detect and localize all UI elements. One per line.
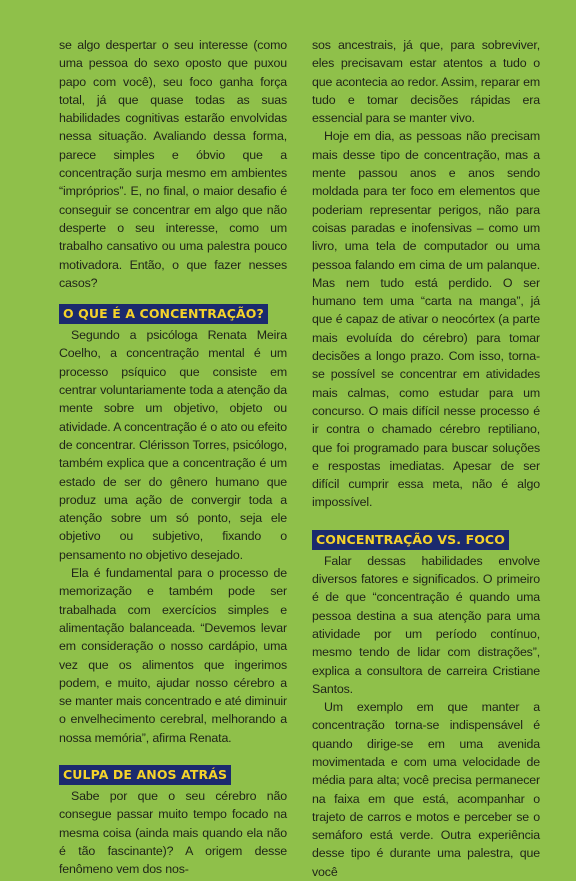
section-heading-culpa-de-anos-atras: CULPA DE ANOS ATRÁS: [59, 765, 231, 785]
section-2-paragraph-1: Sabe por que o seu cérebro não consegue passar muito tempo focado na mesma coisa (ainda mais quando ela não é tão fascinante)? A origem desse fenômeno vem dos nos-: [59, 788, 287, 877]
section-1-paragraph-1: Segundo a psicóloga Renata Meira Coelho, a concentração mental é um processo psíquico que consiste em centrar voluntariamente toda a atenção da mente sobre um objetivo, objeto ou atividade. A concentração é o ato ou efeito de concentrar. Clérisson Torres, psicólogo, também explica que a concentração é um estado de ser do gênero humano que produz uma ação de convergir toda a atenção sobre um só ponto, seja ele objetivo ou subjetivo, fixando o pensamento no objetivo desejado.: [59, 328, 287, 562]
left-column: [59, 36, 287, 878]
continuation-paragraph: sos ancestrais, já que, para sobreviver, eles precisavam estar atentos a tudo o que acontecia ao redor. Assim, reparar em tudo e tomar decisões rápidas era essencial para se manter vivo.: [312, 38, 540, 126]
intro-paragraph: se algo despertar o seu interesse (como uma pessoa do sexo oposto que puxou papo com você), seu foco ganha força total, já que quase todas as suas habilidades cognitivas estarão envolvidas nessa situação. Avaliando dessa forma, parece simples e óbvio que a concentração surja mesmo em ambientes “impróprios”. E, no final, o maior desafio é conseguir se concentrar em algo que não desperte o seu interesse, como um trabalho cansativo ou uma palestra pouco motivadora. Então, o que fazer nesses casos?: [59, 38, 287, 290]
section-heading-o-que-e-concentracao: O QUE É A CONCENTRAÇÃO?: [59, 304, 268, 324]
section-1-paragraph-2: Ela é fundamental para o processo de memorização e também pode ser trabalhada com exercícios simples e alimentação balanceada. “Devemos levar em consideração o nosso cardápio, uma vez que os alimentos que ingerimos podem, e muito, ajudar nosso cérebro a se manter mais concentrado e até diminuir o envelhecimento cerebral, melhorando a nossa memória”, afirma Renata.: [59, 566, 288, 745]
section-3-paragraph-2: Um exemplo em que manter a concentração torna-se indispensável é quando dirige-se em uma avenida movimentada e com uma velocidade de média para alta; você precisa permanecer na faixa em que está, acompanhar o trajeto de carros e motos e perceber se o semáforo está verde. Outra experiência desse tipo é durante uma palestra, que você: [312, 700, 540, 879]
section-3-paragraph-1: Falar dessas habilidades envolve diversos fatores e significados. O primeiro é de que “concentração é quando uma pessoa destina a sua atenção para uma atividade por um período contínuo, mesmo tendo de lidar com distrações”, explica a consultora de carreira Cristiane Santos.: [312, 553, 540, 696]
section-heading-concentracao-vs-foco: CONCENTRAÇÃO VS. FOCO: [312, 530, 509, 550]
right-paragraph-2: Hoje em dia, as pessoas não precisam mais desse tipo de concentração, mas a mente passou anos e anos sendo moldada para ter foco em elementos que poderiam representar perigos, não para coisas paradas e inofensivas – como um livro, uma tela de computador ou uma pessoa falando em cima de um palanque. Mas nem tudo está perdido. O ser humano tem uma “carta na manga”, já que é capaz de ativar o neocórtex (a parte mais evoluída do cérebro) para tomar decisões a longo prazo. Com isso, torna-se possível se concentrar em atividades mais calmas, como estudar para um concurso. O mais difícil nesse processo é ir contra o chamado cérebro reptiliano, que foi programado para buscar soluções e respostas imediatas. Apesar de ser difícil cumprir essa meta, não é algo impossível.: [312, 129, 540, 510]
right-column: [312, 36, 540, 881]
